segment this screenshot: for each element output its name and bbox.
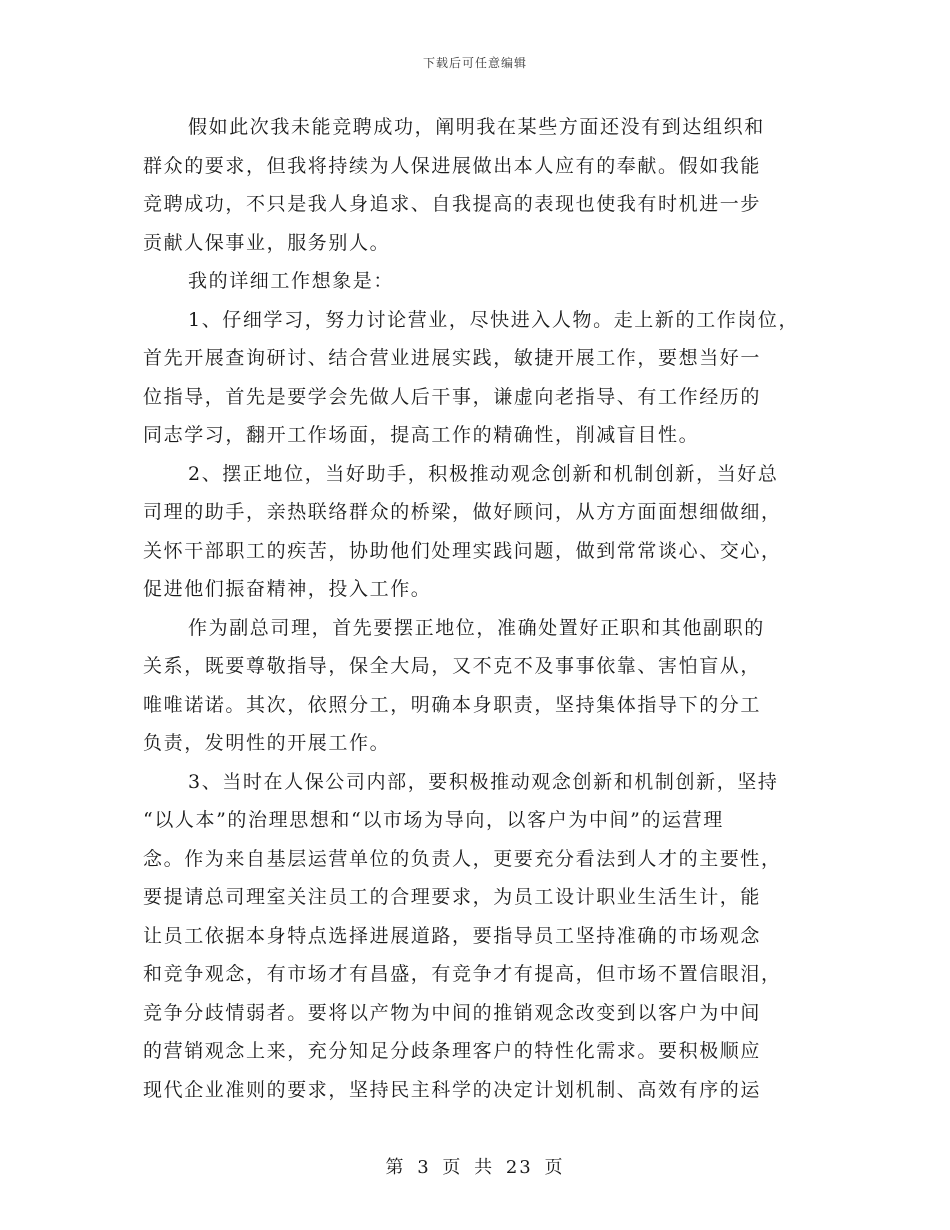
text-line: 的营销观念上来，充分知足分歧条理客户的特性化需求。要积极顺应 — [143, 1040, 762, 1062]
text-line: 念。作为来自基层运营单位的负责人，更要充分看法到人才的主要性， — [143, 847, 782, 870]
text-line: 和竞争观念，有市场才有昌盛，有竞争才有提高，但市场不置信眼泪， — [143, 963, 782, 985]
text-line: 司理的助手，亲热联络群众的桥梁，做好顾问，从方方面面想细做细， — [143, 501, 782, 523]
text-line: 2、摆正地位，当好助手，积极推动观念创新和机制创新，当好总 — [188, 462, 779, 485]
text-line: 竞争分歧情弱者。要将以产物为中间的推销观念改变到以客户为中间 — [143, 1001, 762, 1024]
text-line: 假如此次我未能竞聘成功，阐明我在某些方面还没有到达组织和 — [188, 116, 765, 138]
text-line: 唯唯诺诺。其次，依照分工，明确本身职责，坚持集体指导下的分工 — [143, 693, 762, 716]
text-line: 同志学习，翻开工作场面，提高工作的精确性，削减盲目性。 — [143, 424, 700, 446]
text-line: 我的详细工作想象是： — [188, 270, 395, 292]
text-line: 首先开展查询研讨、结合营业进展实践，敏捷开展工作，要想当好一 — [143, 347, 762, 369]
text-line: “以人本”的治理思想和“以市场为导向，以客户为中间”的运营理 — [143, 809, 724, 831]
text-line: 竞聘成功，不只是我人身追求、自我提高的表现也使我有时机进一步 — [143, 193, 762, 215]
text-line: 让员工依据本身特点选择进展道路，要指导员工坚持准确的市场观念 — [143, 924, 762, 947]
text-line: 现代企业准则的要求，坚持民主科学的决定计划机制、高效有序的运 — [143, 1078, 762, 1101]
text-line: 群众的要求，但我将持续为人保进展做出本人应有的奉献。假如我能 — [143, 154, 762, 177]
text-line: 促进他们振奋精神，投入工作。 — [143, 578, 432, 600]
text-line: 贡献人保事业，服务别人。 — [143, 231, 391, 254]
text-line: 关怀干部职工的疾苦，协助他们处理实践问题，做到常常谈心、交心， — [143, 539, 782, 562]
text-line: 关系，既要尊敬指导，保全大局，又不克不及事事依靠、害怕盲从， — [143, 655, 762, 677]
text-line: 要提请总司理室关注员工的合理要求，为员工设计职业生活生计，能 — [143, 886, 762, 908]
page-number-footer: 第 3 页 共 23 页 — [385, 1157, 565, 1178]
text-line: 3、当时在人保公司内部，要积极推动观念创新和机制创新，坚持 — [188, 770, 779, 793]
text-line: 作为副总司理，首先要摆正地位，准确处置好正职和其他副职的 — [188, 616, 765, 639]
text-line: 位指导，首先是要学会先做人后干事，谦虚向老指导、有工作经历的 — [143, 385, 762, 408]
document-body — [143, 108, 823, 1109]
text-line: 1、仔细学习，努力讨论营业，尽快进入人物。走上新的工作岗位， — [188, 308, 800, 331]
text-line: 负责，发明性的开展工作。 — [143, 732, 391, 754]
page-header: 下载后可任意编辑 — [422, 56, 527, 70]
